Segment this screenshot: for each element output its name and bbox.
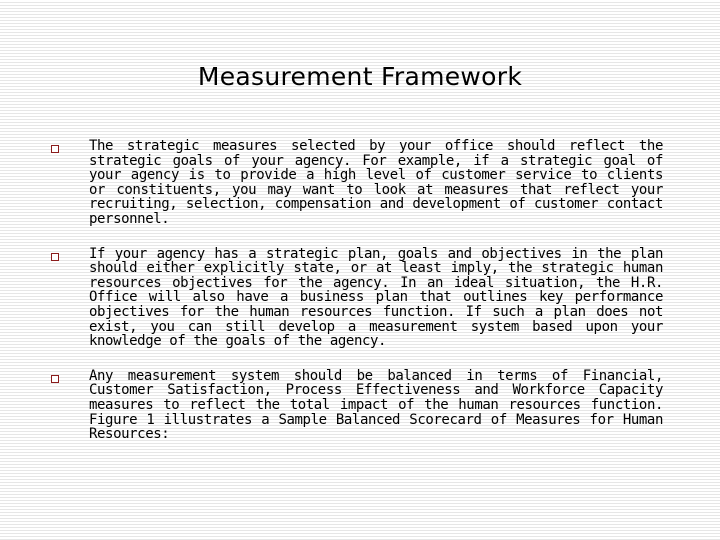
bullet-item [0, 247, 720, 349]
square-bullet-icon [51, 145, 59, 153]
bullet-list [0, 139, 720, 462]
bullet-text: Any measurement system should be balanced in terms of Financial, Customer Satisfaction, Process Effectiveness and Workforce Capacity measures to reflect the total impact of the human resources function. Figure 1 illustrates a Sample Balanced Scorecard of Measures for Human Resources: [89, 367, 663, 443]
bullet-text: If your agency has a strategic plan, goals and objectives in the plan should either explicitly state, or at least imply, the strategic human resources objectives for the agency. In an ideal situation, the H.R. Office will also have a business plan that outlines key performance objectives for the human resources function. If such a plan does not exist, you can still develop a measurement system based upon your knowledge of the goals of the agency. [89, 245, 663, 350]
slide-title: Measurement Framework [197, 62, 523, 91]
square-bullet-icon [51, 375, 59, 383]
bullet-item [0, 369, 720, 442]
square-bullet-icon [51, 253, 59, 261]
bullet-text: The strategic measures selected by your office should reflect the strategic goals of your agency. For example, if a strategic goal of your agency is to provide a high level of customer service to clients or constituents, you may want to look at measures that reflect your recruiting, selection, compensation and development of customer contact personnel. [89, 138, 663, 227]
bullet-item [0, 139, 720, 227]
